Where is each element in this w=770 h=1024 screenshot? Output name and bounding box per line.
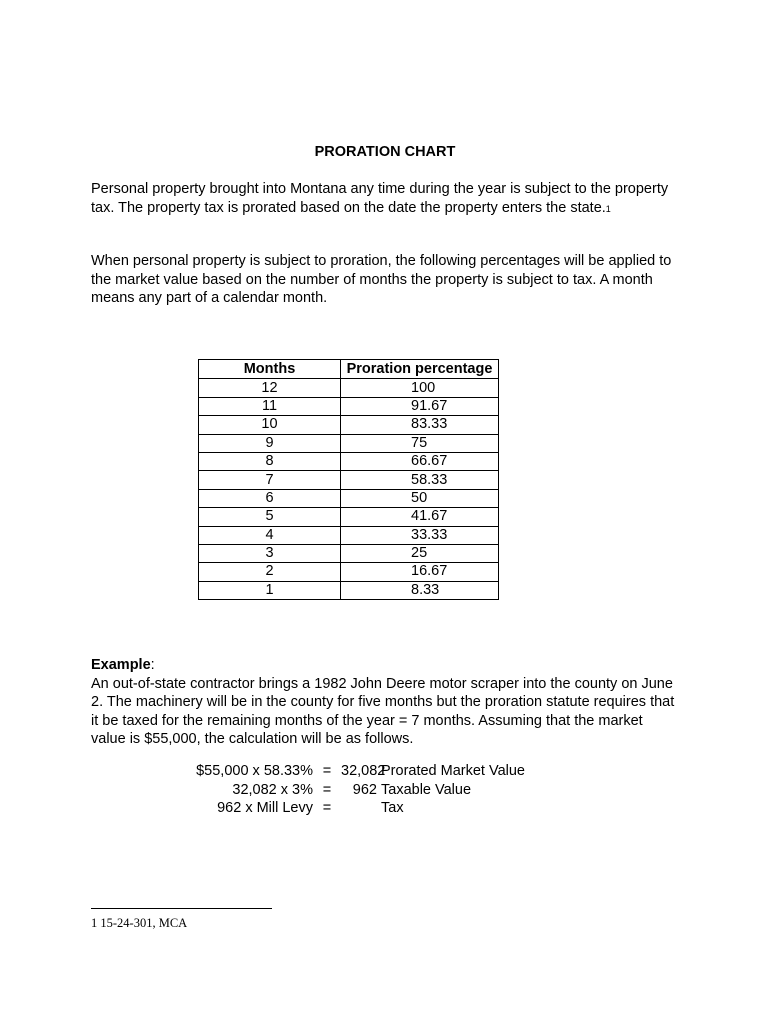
cell-percentage: 25 — [341, 544, 499, 562]
header-months: Months — [199, 360, 341, 379]
cell-percentage: 91.67 — [341, 397, 499, 415]
calc-row — [150, 781, 525, 800]
calc-label: Taxable Value — [381, 781, 472, 798]
calc-equals: = — [322, 781, 332, 798]
calc-expression: 32,082 x 3% — [232, 781, 313, 798]
cell-months: 11 — [199, 397, 341, 415]
table-row — [199, 563, 499, 581]
calc-result: 32,082 — [341, 763, 386, 779]
table-row — [199, 452, 499, 470]
calc-row — [150, 799, 525, 818]
table-row — [199, 416, 499, 434]
cell-months: 8 — [199, 452, 341, 470]
table-row — [199, 526, 499, 544]
cell-months: 9 — [199, 434, 341, 452]
table-row — [199, 379, 499, 397]
cell-months: 5 — [199, 508, 341, 526]
cell-months: 3 — [199, 544, 341, 562]
cell-percentage: 75 — [341, 434, 499, 452]
table-row — [199, 434, 499, 452]
table-row — [199, 581, 499, 599]
intro-paragraph-1-text: Personal property brought into Montana any time during the year is subject to the property tax. The property tax is prorated based on the date the property enters the state. — [91, 181, 669, 216]
example-text: An out-of-state contractor brings a 1982 John Deere motor scraper into the county on June 2. The machinery will be in the county for five months but the proration statute requires that it be taxed for the remaining months of the year = 7 months. Assuming that the market value is $55,000, the calculation will be as follows. — [91, 675, 675, 747]
cell-percentage: 16.67 — [341, 563, 499, 581]
header-proration-percentage: Proration percentage — [341, 360, 499, 379]
table-row — [199, 471, 499, 489]
table-row — [199, 489, 499, 507]
cell-percentage: 83.33 — [341, 416, 499, 434]
calc-label: Tax — [381, 800, 404, 816]
calculation-block — [150, 762, 525, 818]
cell-months: 4 — [199, 526, 341, 544]
calc-equals: = — [322, 763, 332, 779]
table-row — [199, 544, 499, 562]
cell-months: 1 — [199, 581, 341, 599]
calc-result — [341, 799, 377, 818]
calc-result: 962 — [352, 781, 377, 798]
cell-percentage: 33.33 — [341, 526, 499, 544]
table-row — [199, 508, 499, 526]
footnote-divider — [91, 908, 272, 909]
cell-months: 6 — [199, 489, 341, 507]
table-row — [199, 397, 499, 415]
footnote-reference: 1 — [605, 203, 611, 214]
cell-percentage: 50 — [341, 489, 499, 507]
cell-percentage: 58.33 — [341, 471, 499, 489]
calc-equals: = — [322, 800, 332, 816]
cell-months: 2 — [199, 563, 341, 581]
example-section: Example: An out-of-state contractor brings a 1982 John Deere motor scraper into the county on June 2. The machinery will be in the county for five months but the proration statute requires that it be taxed for the remaining months of the year = 7 months. Assuming that the market value is $55,000, the calculation will be as follows. — [91, 656, 681, 749]
page-title: PRORATION CHART — [314, 144, 456, 160]
cell-percentage: 41.67 — [341, 508, 499, 526]
calc-expression: $55,000 x 58.33% — [196, 763, 313, 779]
footnote: 1 15-24-301, MCA — [91, 916, 188, 930]
intro-paragraph-2: When personal property is subject to proration, the following percentages will be applied to the market value based on the number of months the property is subject to tax. A month means any part of a calendar month. — [91, 253, 672, 306]
cell-percentage: 100 — [341, 379, 499, 397]
example-label: Example — [91, 657, 151, 673]
cell-percentage: 8.33 — [341, 581, 499, 599]
calc-expression: 962 x Mill Levy — [217, 800, 313, 816]
cell-months: 10 — [199, 416, 341, 434]
calc-label: Prorated Market Value — [381, 763, 525, 779]
cell-months: 12 — [199, 379, 341, 397]
table-header-row — [199, 360, 499, 379]
cell-months: 7 — [199, 471, 341, 489]
cell-percentage: 66.67 — [341, 452, 499, 470]
intro-paragraph-1 — [91, 180, 681, 218]
proration-table — [198, 359, 499, 600]
calc-row — [150, 762, 525, 781]
